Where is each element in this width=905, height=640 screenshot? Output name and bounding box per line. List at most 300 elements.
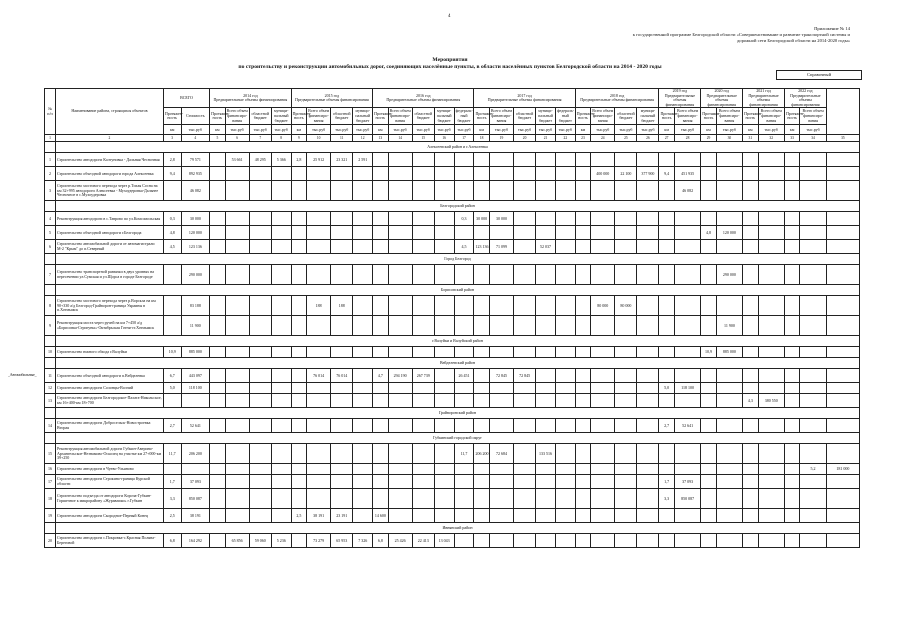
value-cell (271, 212, 291, 226)
value-cell (373, 347, 388, 358)
value-cell (743, 369, 758, 383)
value-cell (474, 265, 489, 285)
value-cell (271, 316, 291, 336)
row-number: 8 (45, 296, 56, 316)
section-row (45, 285, 860, 296)
value-cell (514, 167, 536, 181)
value-cell: 71 099 (489, 240, 513, 254)
value-cell (474, 489, 489, 509)
value-cell (575, 394, 590, 408)
value-cell (575, 444, 590, 464)
value-cell (591, 464, 615, 475)
col-header-length: Протяжен-ность (291, 108, 306, 125)
unit-km: км (701, 125, 716, 135)
year-label: 2014 год (243, 92, 258, 98)
value-cell (489, 153, 513, 167)
value-cell (674, 240, 700, 254)
value-cell (388, 475, 412, 489)
value-cell: 76 014 (331, 369, 353, 383)
column-number: 9 (291, 135, 306, 142)
value-cell (210, 226, 225, 240)
value-cell (373, 181, 388, 201)
value-cell (434, 226, 454, 240)
col-header-name: Наименование района, строящихся объектов (56, 89, 164, 135)
value-cell (674, 153, 700, 167)
value-cell (271, 394, 291, 408)
col-header-total: ВСЕГО (163, 89, 209, 108)
column-number: 4 (181, 135, 210, 142)
column-number: 21 (536, 135, 556, 142)
value-cell (434, 167, 454, 181)
value-cell: 38 191 (181, 509, 210, 523)
column-number: 1 (45, 135, 56, 142)
value-cell (826, 240, 859, 254)
value-cell (637, 464, 659, 475)
header-row-sub (45, 108, 860, 125)
value-cell (474, 464, 489, 475)
value-cell (575, 153, 590, 167)
value-cell: 10,9 (163, 347, 181, 358)
col-header-total-fin: Всего объем финансиро-вания (674, 108, 700, 125)
value-cell (674, 534, 700, 548)
unit-km: км (575, 125, 590, 135)
table-row (45, 369, 860, 383)
value-cell (659, 153, 674, 167)
value-cell: 206 200 (181, 444, 210, 464)
value-cell (674, 369, 700, 383)
value-cell (701, 475, 716, 489)
value-cell (758, 240, 784, 254)
value-cell (701, 212, 716, 226)
col-header-length: Протяжен-ность (743, 108, 758, 125)
value-cell: 83 188 (181, 296, 210, 316)
value-cell: 892 935 (181, 167, 210, 181)
col-header-total-fin: Всего объем финансиро-вания (388, 108, 412, 125)
section-title: Грайворонский район (56, 408, 860, 419)
value-cell (615, 383, 637, 394)
row-number: 1 (45, 153, 56, 167)
value-cell (353, 509, 373, 523)
value-cell (225, 347, 249, 358)
value-cell (575, 489, 590, 509)
value-cell (210, 489, 225, 509)
value-cell: 59 060 (249, 534, 271, 548)
year-sublabel: Предварительные объемы финансирования (213, 97, 288, 103)
value-cell: 11,7 (163, 444, 181, 464)
value-cell (225, 181, 249, 201)
value-cell: 0,3 (454, 212, 474, 226)
value-cell (615, 475, 637, 489)
value-cell (353, 296, 373, 316)
value-cell (412, 212, 434, 226)
value-cell: 850 087 (181, 489, 210, 509)
col-header-obl: областной бюджет (331, 108, 353, 125)
value-cell: 885 000 (716, 347, 742, 358)
value-cell (514, 383, 536, 394)
value-cell (743, 153, 758, 167)
value-cell (353, 419, 373, 433)
value-cell (591, 509, 615, 523)
value-cell (701, 153, 716, 167)
column-number: 8 (271, 135, 291, 142)
col-header-length: Протяжен-ность (659, 108, 674, 125)
value-cell (826, 383, 859, 394)
section-row (45, 142, 860, 153)
value-cell (701, 181, 716, 201)
value-cell (307, 419, 331, 433)
col-header-mun: муници-пальный бюджет (353, 108, 373, 125)
value-cell (536, 369, 556, 383)
value-cell (331, 347, 353, 358)
value-cell (271, 383, 291, 394)
value-cell: 4,8 (701, 226, 716, 240)
value-cell (637, 369, 659, 383)
col-header-year (701, 89, 743, 108)
table-row (45, 475, 860, 489)
value-cell (575, 475, 590, 489)
value-cell (637, 509, 659, 523)
value-cell (331, 316, 353, 336)
value-cell (307, 464, 331, 475)
value-cell (536, 383, 556, 394)
value-cell (307, 394, 331, 408)
value-cell (615, 489, 637, 509)
value-cell (826, 489, 859, 509)
value-cell (514, 296, 536, 316)
value-cell (434, 316, 454, 336)
value-cell (555, 369, 575, 383)
value-cell (434, 394, 454, 408)
value-cell (591, 181, 615, 201)
value-cell (800, 167, 826, 181)
value-cell (743, 444, 758, 464)
value-cell (489, 181, 513, 201)
value-cell (575, 464, 590, 475)
value-cell (615, 464, 637, 475)
value-cell (716, 212, 742, 226)
value-cell (800, 534, 826, 548)
value-cell (489, 394, 513, 408)
value-cell (307, 383, 331, 394)
col-header-total-fin: Всего объем финансиро-вания (225, 108, 249, 125)
object-name: Строительство автодороги Белгородское-Палата-Никольское, км 16+400-км 18+700 (56, 394, 164, 408)
object-name: Строительство автодороги в Чуево-Ульяново (56, 464, 164, 475)
value-cell (454, 181, 474, 201)
value-cell (575, 240, 590, 254)
value-cell (555, 347, 575, 358)
value-cell: 11 900 (716, 316, 742, 336)
object-name: Строительство автодороги Колтуновка - Дальняя Чесночная (56, 153, 164, 167)
value-cell (225, 240, 249, 254)
value-cell (489, 265, 513, 285)
value-cell: 22 413 (412, 534, 434, 548)
row-number: 15 (45, 444, 56, 464)
value-cell (591, 489, 615, 509)
section-title: Алексеевский район и г.Алексеевка (56, 142, 860, 153)
value-cell (555, 181, 575, 201)
value-cell (575, 369, 590, 383)
value-cell: 80 000 (615, 296, 637, 316)
value-cell (454, 534, 474, 548)
value-cell (637, 534, 659, 548)
value-cell (536, 419, 556, 433)
value-cell: 4,8 (163, 226, 181, 240)
column-number: 15 (412, 135, 434, 142)
value-cell (181, 394, 210, 408)
value-cell (210, 240, 225, 254)
unit-trub: тыс.руб (591, 125, 615, 135)
value-cell (800, 296, 826, 316)
table-row (45, 489, 860, 509)
value-cell (615, 240, 637, 254)
value-cell (291, 394, 306, 408)
value-cell (743, 347, 758, 358)
table-row (45, 240, 860, 254)
value-cell: 53 661 (225, 153, 249, 167)
header-row-units (45, 125, 860, 135)
value-cell: 65 953 (331, 534, 353, 548)
value-cell (826, 316, 859, 336)
column-number: 7 (249, 135, 271, 142)
value-cell (674, 265, 700, 285)
appendix-header (520, 26, 850, 44)
value-cell (758, 226, 784, 240)
value-cell (555, 265, 575, 285)
value-cell: 188 (331, 296, 353, 316)
value-cell: 23 191 (331, 509, 353, 523)
year-sublabel: Предварительные объемы финансирования (664, 92, 696, 107)
year-sublabel: Предварительные объемы финансирования (706, 92, 737, 107)
value-cell (163, 296, 181, 316)
column-number: 12 (353, 135, 373, 142)
value-cell (701, 394, 716, 408)
value-cell (826, 226, 859, 240)
value-cell: 37 093 (181, 475, 210, 489)
value-cell (514, 489, 536, 509)
value-cell (210, 181, 225, 201)
unit-km: км (163, 125, 181, 135)
value-cell (659, 265, 674, 285)
column-number: 30 (716, 135, 742, 142)
object-name: Строительство транспортной развязки в двух уровнях на пересечении ул.Сумская и ул.Щорса в городе Белгороде (56, 265, 164, 285)
value-cell (536, 181, 556, 201)
value-cell (210, 534, 225, 548)
value-cell: 0,3 (163, 212, 181, 226)
value-cell (210, 383, 225, 394)
value-cell (291, 240, 306, 254)
value-cell (388, 464, 412, 475)
value-cell (373, 296, 388, 316)
object-name: Строительство объездной автодороги города Алексеевка (56, 167, 164, 181)
value-cell (249, 167, 271, 181)
value-cell (291, 475, 306, 489)
value-cell: 9,4 (163, 167, 181, 181)
value-cell: 7 326 (353, 534, 373, 548)
column-number: 27 (659, 135, 674, 142)
value-cell: 72 845 (489, 369, 513, 383)
value-cell (249, 347, 271, 358)
value-cell (826, 153, 859, 167)
value-cell (373, 212, 388, 226)
appendix-line: Приложение № 14 (814, 26, 850, 31)
section-spacer (45, 285, 56, 296)
value-cell (388, 226, 412, 240)
col-header-length: Протяжен-ность (163, 108, 181, 125)
year-label: 2022 год (798, 88, 813, 93)
value-cell (758, 475, 784, 489)
value-cell (674, 316, 700, 336)
document-title (130, 57, 770, 71)
value-cell (514, 226, 536, 240)
value-cell (331, 226, 353, 240)
value-cell (615, 394, 637, 408)
col-header-year (373, 89, 474, 108)
value-cell (210, 265, 225, 285)
value-cell (225, 212, 249, 226)
value-cell (758, 265, 784, 285)
column-number: 31 (743, 135, 758, 142)
value-cell: 120 000 (181, 226, 210, 240)
value-cell (800, 265, 826, 285)
row-number: 10 (45, 347, 56, 358)
value-cell (163, 464, 181, 475)
col-header-length: Протяжен-ность (210, 108, 225, 125)
value-cell (412, 394, 434, 408)
unit-km: км (474, 125, 489, 135)
value-cell: 52 641 (674, 419, 700, 433)
value-cell (784, 212, 799, 226)
value-cell: 52 641 (181, 419, 210, 433)
value-cell (489, 489, 513, 509)
value-cell (743, 534, 758, 548)
title-line: по строительству и реконструкции автомобильных дорог, соединяющих населённые пункты, в области населённых пунктов Белгородской области на 2014 - 2020 годы (238, 64, 662, 70)
row-number: 3 (45, 181, 56, 201)
value-cell: 118 100 (181, 383, 210, 394)
col-header-mun: муници-пальный бюджет (637, 108, 659, 125)
year-sublabel: Предварительные объемы финансирования (748, 92, 779, 107)
value-cell (353, 369, 373, 383)
value-cell (454, 153, 474, 167)
section-title: Губкинский городской округ (56, 433, 860, 444)
value-cell (591, 240, 615, 254)
value-cell (225, 265, 249, 285)
value-cell (536, 394, 556, 408)
value-cell (163, 394, 181, 408)
value-cell (800, 212, 826, 226)
column-number: 35 (826, 135, 859, 142)
value-cell: 6,8 (373, 534, 388, 548)
value-cell (701, 509, 716, 523)
value-cell (784, 240, 799, 254)
value-cell (743, 475, 758, 489)
value-cell (701, 296, 716, 316)
value-cell (555, 444, 575, 464)
value-cell (489, 509, 513, 523)
value-cell (555, 296, 575, 316)
value-cell (743, 509, 758, 523)
value-cell (474, 181, 489, 201)
col-header-total-fin: Всего объем финансиро-вания (800, 108, 826, 125)
col-header-total-fin: Всего объем финансиро-вания (307, 108, 331, 125)
value-cell (743, 240, 758, 254)
value-cell: 5,2 (800, 464, 826, 475)
value-cell (674, 509, 700, 523)
value-cell (225, 167, 249, 181)
table-row (45, 347, 860, 358)
col-header-year (291, 89, 372, 108)
table-row (45, 383, 860, 394)
value-cell: 52 037 (536, 240, 556, 254)
row-number: 2 (45, 167, 56, 181)
value-cell (514, 316, 536, 336)
value-cell (373, 316, 388, 336)
value-cell: 2,8 (291, 153, 306, 167)
value-cell (388, 296, 412, 316)
value-cell (454, 167, 474, 181)
value-cell: 377 900 (637, 167, 659, 181)
value-cell (701, 419, 716, 433)
value-cell (388, 394, 412, 408)
value-cell (388, 212, 412, 226)
value-cell (615, 181, 637, 201)
value-cell (615, 534, 637, 548)
value-cell (271, 265, 291, 285)
value-cell (637, 383, 659, 394)
year-label: 2017 год (517, 92, 532, 98)
value-cell (800, 369, 826, 383)
value-cell (784, 226, 799, 240)
value-cell: 294 190 (388, 369, 412, 383)
value-cell: 2,8 (163, 153, 181, 167)
value-cell (575, 383, 590, 394)
value-cell (674, 226, 700, 240)
value-cell (353, 167, 373, 181)
year-sublabel: Предварительные объемы финансирования (790, 92, 821, 107)
value-cell (674, 444, 700, 464)
value-cell (225, 419, 249, 433)
value-cell (659, 444, 674, 464)
value-cell (743, 316, 758, 336)
value-cell (210, 464, 225, 475)
value-cell (373, 240, 388, 254)
value-cell: 267 739 (412, 369, 434, 383)
value-cell: 6,8 (163, 534, 181, 548)
section-spacer (45, 433, 56, 444)
value-cell (271, 475, 291, 489)
col-header-obl: областной бюджет (615, 108, 637, 125)
column-number: 14 (388, 135, 412, 142)
value-cell (615, 316, 637, 336)
value-cell (758, 444, 784, 464)
value-cell (716, 383, 742, 394)
value-cell (784, 444, 799, 464)
value-cell (536, 534, 556, 548)
value-cell (434, 369, 454, 383)
value-cell (454, 347, 474, 358)
value-cell (454, 296, 474, 316)
value-cell (637, 265, 659, 285)
value-cell (637, 489, 659, 509)
object-name: Строительство автодороги Строкино-граница Курской области (56, 475, 164, 489)
value-cell (474, 534, 489, 548)
value-cell (434, 419, 454, 433)
value-cell (249, 212, 271, 226)
value-cell (454, 226, 474, 240)
value-cell: 451 935 (674, 167, 700, 181)
section-title: Ивнянский район (56, 523, 860, 534)
value-cell (659, 212, 674, 226)
value-cell (591, 226, 615, 240)
